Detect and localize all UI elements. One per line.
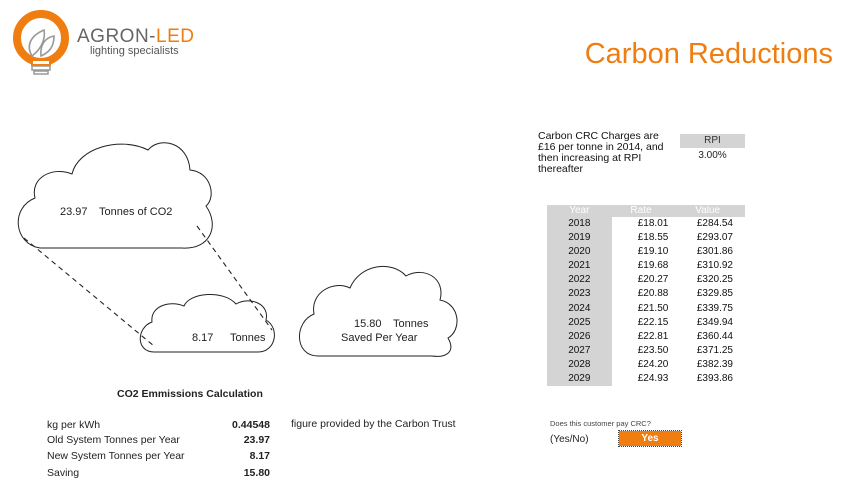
table-cell-year: 2027 xyxy=(547,344,612,358)
table-cell-value: £284.54 xyxy=(696,218,733,229)
table-cell-value: £320.25 xyxy=(696,274,733,286)
rpi-header: RPI xyxy=(680,134,745,148)
crc-description: Carbon CRC Charges are £16 per tonne in 2014, and then increasing at RPI thereafter xyxy=(538,130,664,175)
rpi-value: 3.00% xyxy=(698,150,727,161)
calc-label-old-system: Old System Tonnes per Year xyxy=(47,434,180,446)
connector-line-left xyxy=(24,238,154,346)
table-cell-rate: £24.93 xyxy=(637,373,669,385)
crc-options-label: (Yes/No) xyxy=(550,434,589,445)
table-cell-value: £329.85 xyxy=(696,288,733,300)
carbon-trust-note: figure provided by the Carbon Trust xyxy=(291,418,456,430)
saved-cloud-label: Tonnes xyxy=(393,318,429,330)
table-row xyxy=(547,358,745,372)
calc-label-new-system: New System Tonnes per Year xyxy=(47,450,185,462)
logo-tagline: lighting specialists xyxy=(90,45,179,57)
calc-value-saving: 15.80 xyxy=(243,467,270,479)
table-cell-value: £349.94 xyxy=(696,316,733,328)
column-header-value: Value xyxy=(670,205,745,217)
table-cell-rate: £20.27 xyxy=(637,274,669,286)
saved-cloud-label2: Saved Per Year xyxy=(341,332,418,344)
big-cloud-shape xyxy=(18,143,212,248)
table-row xyxy=(547,259,745,273)
table-cell-year: 2020 xyxy=(547,245,612,259)
column-header-year: Year xyxy=(547,205,612,217)
table-row xyxy=(547,273,745,287)
table-cell-year: 2019 xyxy=(547,231,612,245)
table-row xyxy=(547,344,745,358)
table-cell-value: £382.39 xyxy=(696,358,733,370)
table-cell-value: £339.75 xyxy=(696,302,733,314)
table-row xyxy=(547,287,745,301)
table-cell-rate: £18.01 xyxy=(637,218,669,229)
table-cell-rate: £20.88 xyxy=(637,288,669,300)
page-title: Carbon Reductions xyxy=(584,38,833,70)
table-cell-year: 2022 xyxy=(547,273,612,287)
table-row xyxy=(547,245,745,259)
calc-value-new-system: 8.17 xyxy=(249,450,270,462)
small-cloud-label: Tonnes xyxy=(230,332,266,344)
calc-value-kg-per-kwh: 0.44548 xyxy=(232,419,270,431)
table-cell-rate: £19.68 xyxy=(637,260,669,272)
table-cell-year: 2025 xyxy=(547,316,612,330)
calc-label-kg-per-kwh: kg per kWh xyxy=(47,419,101,431)
table-cell-year: 2018 xyxy=(547,217,612,231)
table-cell-rate: £23.50 xyxy=(637,344,669,356)
calc-title: CO2 Emmissions Calculation xyxy=(117,388,263,400)
table-cell-rate: £21.50 xyxy=(637,302,669,314)
column-header-rate: Rate xyxy=(612,205,671,217)
table-cell-rate: £18.55 xyxy=(637,232,669,244)
table-cell-value: £371.25 xyxy=(696,344,733,356)
table-cell-rate: £19.10 xyxy=(637,246,669,258)
table-cell-year: 2026 xyxy=(547,330,612,344)
big-cloud-value: 23.97 xyxy=(60,206,88,218)
table-cell-year: 2021 xyxy=(547,259,612,273)
table-cell-rate: £22.81 xyxy=(637,330,669,342)
table-row xyxy=(547,302,745,316)
table-header-row xyxy=(547,205,745,217)
table-cell-rate: £22.15 xyxy=(637,316,669,328)
table-cell-year: 2023 xyxy=(547,287,612,301)
table-row xyxy=(547,217,745,231)
crc-table xyxy=(547,205,745,386)
crc-answer-dropdown[interactable]: Yes xyxy=(619,431,681,446)
calc-value-old-system: 23.97 xyxy=(243,434,270,446)
table-cell-rate: £24.20 xyxy=(637,358,669,370)
table-row xyxy=(547,372,745,386)
table-row xyxy=(547,231,745,245)
table-cell-value: £360.44 xyxy=(696,330,733,342)
table-cell-value: £301.86 xyxy=(696,246,733,258)
big-cloud-label: Tonnes of CO2 xyxy=(99,206,173,218)
table-cell-value: £310.92 xyxy=(696,260,733,272)
crc-question: Does this customer pay CRC? xyxy=(550,419,651,428)
small-cloud-value: 8.17 xyxy=(192,332,214,344)
table-cell-year: 2024 xyxy=(547,302,612,316)
saved-cloud-value: 15.80 xyxy=(354,318,382,330)
table-row xyxy=(547,316,745,330)
calc-label-saving: Saving xyxy=(47,467,80,479)
table-cell-value: £393.86 xyxy=(696,373,733,385)
table-row xyxy=(547,330,745,344)
logo-name-part2: LED xyxy=(156,26,195,47)
table-cell-year: 2028 xyxy=(547,358,612,372)
table-cell-year: 2029 xyxy=(547,372,612,386)
table-cell-value: £293.07 xyxy=(696,232,733,244)
logo-name-part1: AGRON- xyxy=(77,26,156,47)
